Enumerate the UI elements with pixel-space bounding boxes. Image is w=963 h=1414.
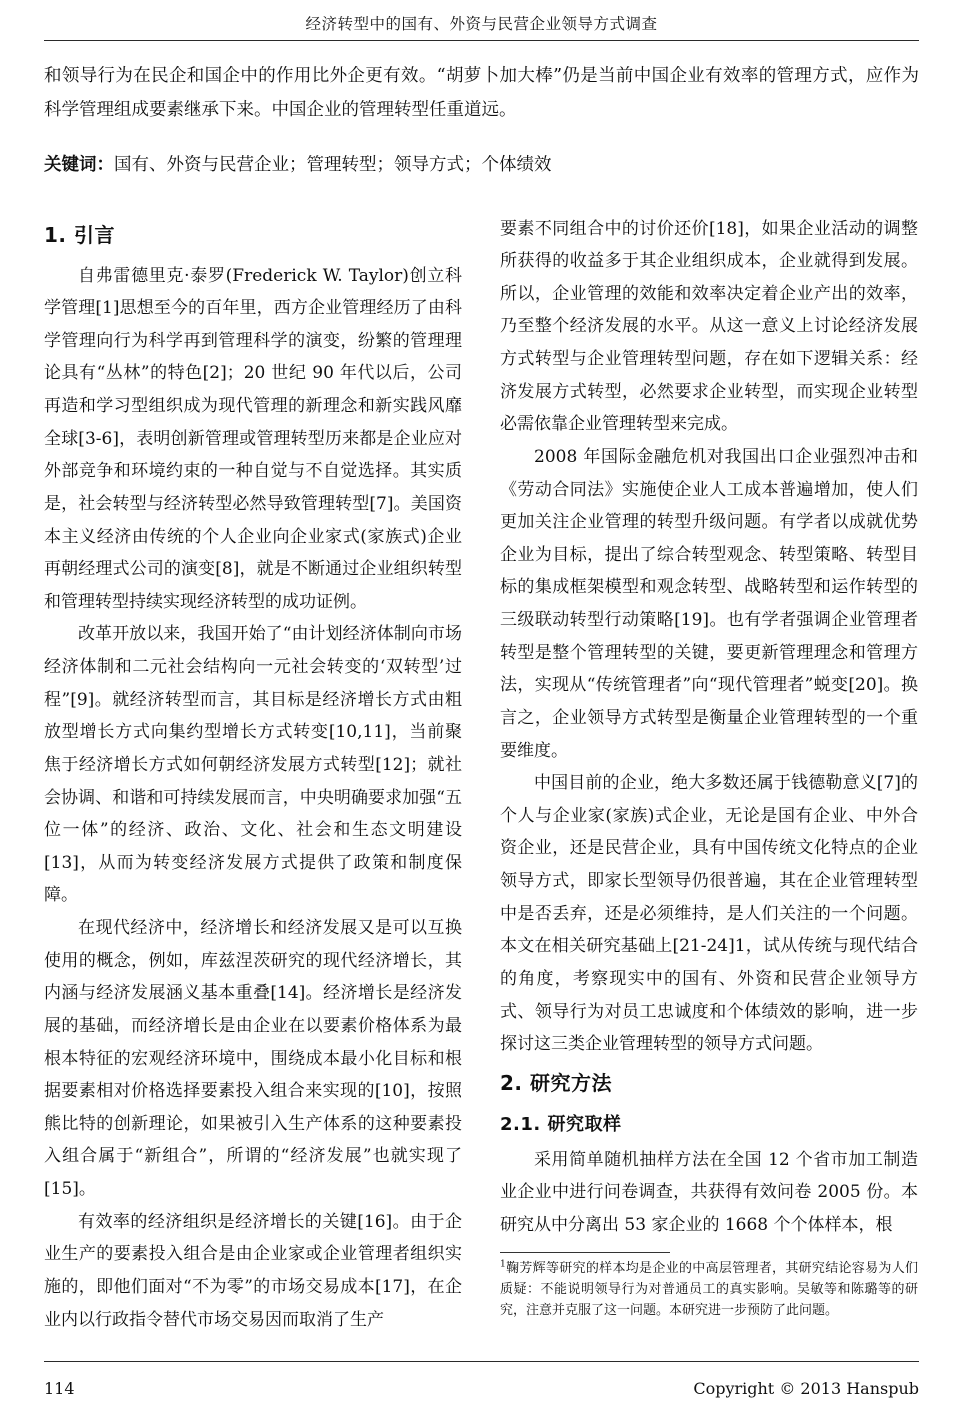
footnote-area: [500, 1252, 918, 1321]
paragraph: 有效率的经济组织是经济增长的关键[16]。由于企业生产的要素投入组合是由企业家或企业管理者组织实施的，即他们面对“不为零”的市场交易成本[17]，在企业内以行政指令替代市场交易因而取消了生产: [44, 1211, 462, 1330]
paragraph: 在现代经济中，经济增长和经济发展又是可以互换使用的概念，例如，库兹涅茨研究的现代经济增长，其内涵与经济发展涵义基本重叠[14]。经济增长是经济发展的基础，而经济增长是由企业在以要素价格体系为最根本特征的宏观经济环境中，围绕成本最小化目标和根据要素相对价格选择要素投入组合来实现的[10]，按照熊比特的创新理论，如果被引入生产体系的这种要素投入组合属于“新组合”，所谓的“经济发展”也就实现了[15]。: [44, 918, 462, 1199]
paragraph: 采用简单随机抽样方法在全国 12 个省市加工制造业企业中进行问卷调查，共获得有效问卷 2005 份。本研究从中分离出 53 家企业的 1668 个个体样本，根: [500, 1149, 918, 1235]
header-divider: [44, 40, 919, 41]
left-column: [44, 213, 462, 1337]
page-number: 114: [44, 1379, 75, 1398]
section-heading-methods: [500, 1067, 918, 1096]
abstract-tail: [44, 59, 919, 127]
page-footer: [44, 1379, 919, 1398]
right-column: [500, 213, 918, 1321]
section-number: 1.: [44, 222, 67, 247]
subsection-number: 2.1.: [500, 1113, 541, 1135]
section-title: 引言: [73, 222, 115, 247]
paragraph: 改革开放以来，我国开始了“由计划经济体制向市场经济体制和二元社会结构向一元社会转变的‘双转型’过程”[9]。就经济转型而言，其目标是经济增长方式由粗放型增长方式向集约型增长方式转变[10,11]，当前聚焦于经济增长方式如何朝经济发展方式转型[12]；就社会协调、和谐和可持续发展而言，中央明确要求加强“五位一体”的经济、政治、文化、社会和生态文明建设[13]，从而为转变经济发展方式提供了政策和制度保障。: [44, 624, 462, 906]
copyright-notice: Copyright © 2013 Hanspub: [693, 1379, 919, 1398]
footer-divider: [44, 1361, 919, 1362]
section-number: 2.: [500, 1070, 523, 1095]
footnote-text: 鞠芳辉等研究的样本均是企业的中高层管理者，其研究结论容易为人们质疑：不能说明领导行为对普通员工的真实影响。吴敏等和陈璐等的研究，注意并克服了这一问题。本研究进一步预防了此问题。: [500, 1260, 918, 1318]
body-columns: [44, 213, 919, 1337]
abstract-tail-paragraph: 和领导行为在民企和国企中的作用比外企更有效。“胡萝卜加大棒”仍是当前中国企业有效率的管理方式，应作为科学管理组成要素继承下来。中国企业的管理转型任重道远。: [44, 66, 919, 121]
subsection-heading-sampling: [500, 1110, 918, 1136]
subsection-title: 研究取样: [547, 1113, 622, 1135]
footnote-marker: 1: [500, 1259, 506, 1270]
section-title: 研究方法: [529, 1070, 612, 1095]
keywords-line: [44, 149, 919, 182]
paragraph: 中国目前的企业，绝大多数还属于钱德勒意义[7]的个人与企业家(家族)式企业，无论是国有企业、中外合资企业，还是民营企业，具有中国传统文化特点的企业领导方式，即家长型领导仍很普遍，其在企业管理转型中是否丢弃，还是必须维持，是人们关注的一个问题。本文在相关研究基础上[21-24]1，试从传统与现代结合的角度，考察现实中的国有、外资和民营企业领导方式、领导行为对员工忠诚度和个体绩效的影响，进一步探讨这三类企业管理转型的领导方式问题。: [500, 773, 918, 1055]
paragraph: 2008 年国际金融危机对我国出口企业强烈冲击和《劳动合同法》实施使企业人工成本普遍增加，使人们更加关注企业管理的转型升级问题。有学者以成就优势企业为目标，提出了综合转型观念、转型策略、转型目标的集成框架模型和观念转型、战略转型和运作转型的三级联动转型行动策略[19]。也有学者强调企业管理者转型是整个管理转型的关键，要更新管理理念和管理方法，实现从“传统管理者”向“现代管理者”蜕变[20]。换言之，企业领导方式转型是衡量企业管理转型的一个重要维度。: [500, 446, 918, 761]
keywords-value: 国有、外资与民营企业；管理转型；领导方式；个体绩效: [114, 155, 552, 176]
section-heading-introduction: [44, 219, 462, 248]
keywords-label: 关键词：: [44, 155, 114, 176]
paragraph: 要素不同组合中的讨价还价[18]，如果企业活动的调整所获得的收益多于其企业组织成本，企业就得到发展。所以，企业管理的效能和效率决定着企业产出的效率，乃至整个经济发展的水平。从这一意义上讨论经济发展方式转型与企业管理转型问题，存在如下逻辑关系：经济发展方式转型，必然要求企业转型，而实现企业转型必需依靠企业管理转型来完成。: [500, 218, 918, 435]
paragraph: 自弗雷德里克·泰罗(Frederick W. Taylor)创立科学管理[1]思想至今的百年里，西方企业管理经历了由科学管理向行为科学再到管理科学的演变，纷繁的管理理论具有“丛林”的特色[2]；20 世纪 90 年代以后，公司再造和学习型组织成为现代管理的新理念和新实践风靡全球[3-6]，表明创新管理或管理转型历来都是企业应对外部竞争和环境约束的一种自觉与不自觉选择。其实质是，社会转型与经济转型必然导致管理转型[7]。美国资本主义经济由传统的个人企业向企业家式(家族式)企业再朝经理式公司的演变[8]，就是不断通过企业组织转型和管理转型持续实现经济转型的成功证例。: [44, 265, 462, 612]
footnote-divider: [500, 1252, 670, 1253]
footnote: [500, 1258, 918, 1321]
running-head: 经济转型中的国有、外资与民营企业领导方式调查: [305, 15, 658, 33]
